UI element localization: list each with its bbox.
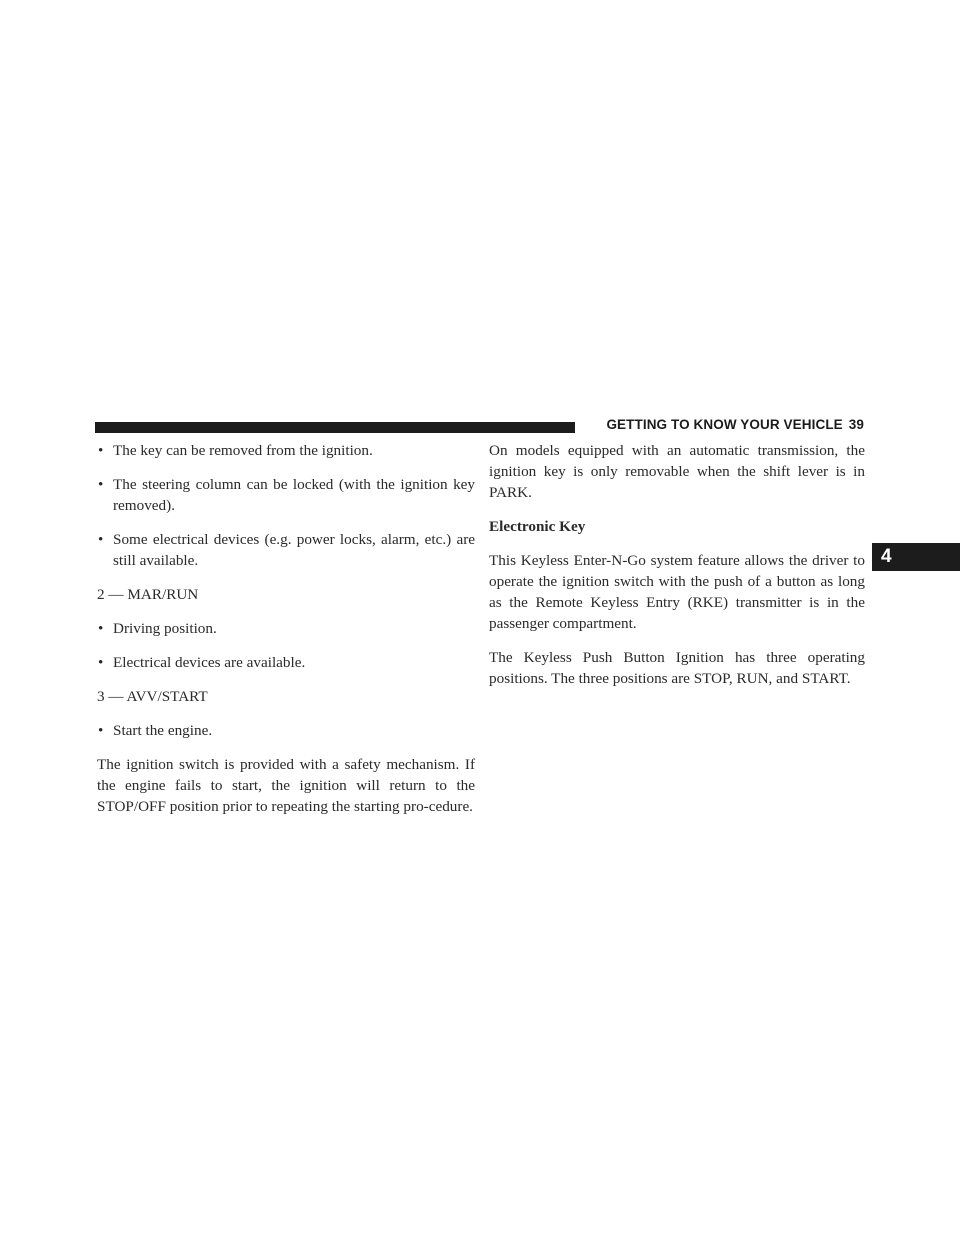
bullet-glyph: • bbox=[98, 654, 104, 671]
ignition-positions-paragraph: The Keyless Push Button Ignition has three operating positions. The three positions are STOP, RUN, and START. bbox=[489, 649, 865, 687]
right-column bbox=[489, 440, 865, 702]
header-rule bbox=[95, 422, 575, 433]
left-column bbox=[97, 440, 475, 830]
safety-paragraph: The ignition switch is provided with a safety mechanism. If the engine fails to start, the ignition will return to the STOP/OFF position prior to repeating the starting pro-cedure. bbox=[97, 756, 475, 815]
list-item: • Driving position. bbox=[98, 620, 217, 637]
list-item: • Electrical devices are available. bbox=[98, 654, 306, 671]
list-item: • The steering column can be locked (with the ignition key removed). bbox=[98, 476, 475, 514]
position-2-label: 2 — MAR/RUN bbox=[97, 586, 199, 603]
bullet-glyph: • bbox=[98, 722, 104, 739]
list-item: • Some electrical devices (e.g. power locks, alarm, etc.) are still available. bbox=[98, 531, 475, 569]
list-item: • The key can be removed from the ignition. bbox=[98, 442, 373, 459]
chapter-tab: 4 bbox=[872, 543, 960, 571]
section-title: GETTING TO KNOW YOUR VEHICLE bbox=[606, 417, 843, 432]
bullet-glyph: • bbox=[98, 620, 104, 637]
running-header bbox=[592, 417, 864, 432]
bullet-glyph: • bbox=[98, 531, 104, 548]
position-3-label: 3 — AVV/START bbox=[97, 688, 208, 705]
bullet-glyph: • bbox=[98, 476, 104, 493]
electronic-key-paragraph: This Keyless Enter-N-Go system feature allows the driver to operate the ignition switch with the push of a button as long as the Remote Keyless Entry (RKE) transmitter is in the passenger compartment. bbox=[489, 552, 865, 632]
list-item: • Start the engine. bbox=[98, 722, 213, 739]
page-number: 39 bbox=[848, 417, 864, 432]
bullet-glyph: • bbox=[98, 442, 104, 459]
transmission-paragraph: On models equipped with an automatic transmission, the ignition key is only removable when the shift lever is in PARK. bbox=[489, 442, 865, 501]
electronic-key-heading: Electronic Key bbox=[489, 518, 586, 535]
